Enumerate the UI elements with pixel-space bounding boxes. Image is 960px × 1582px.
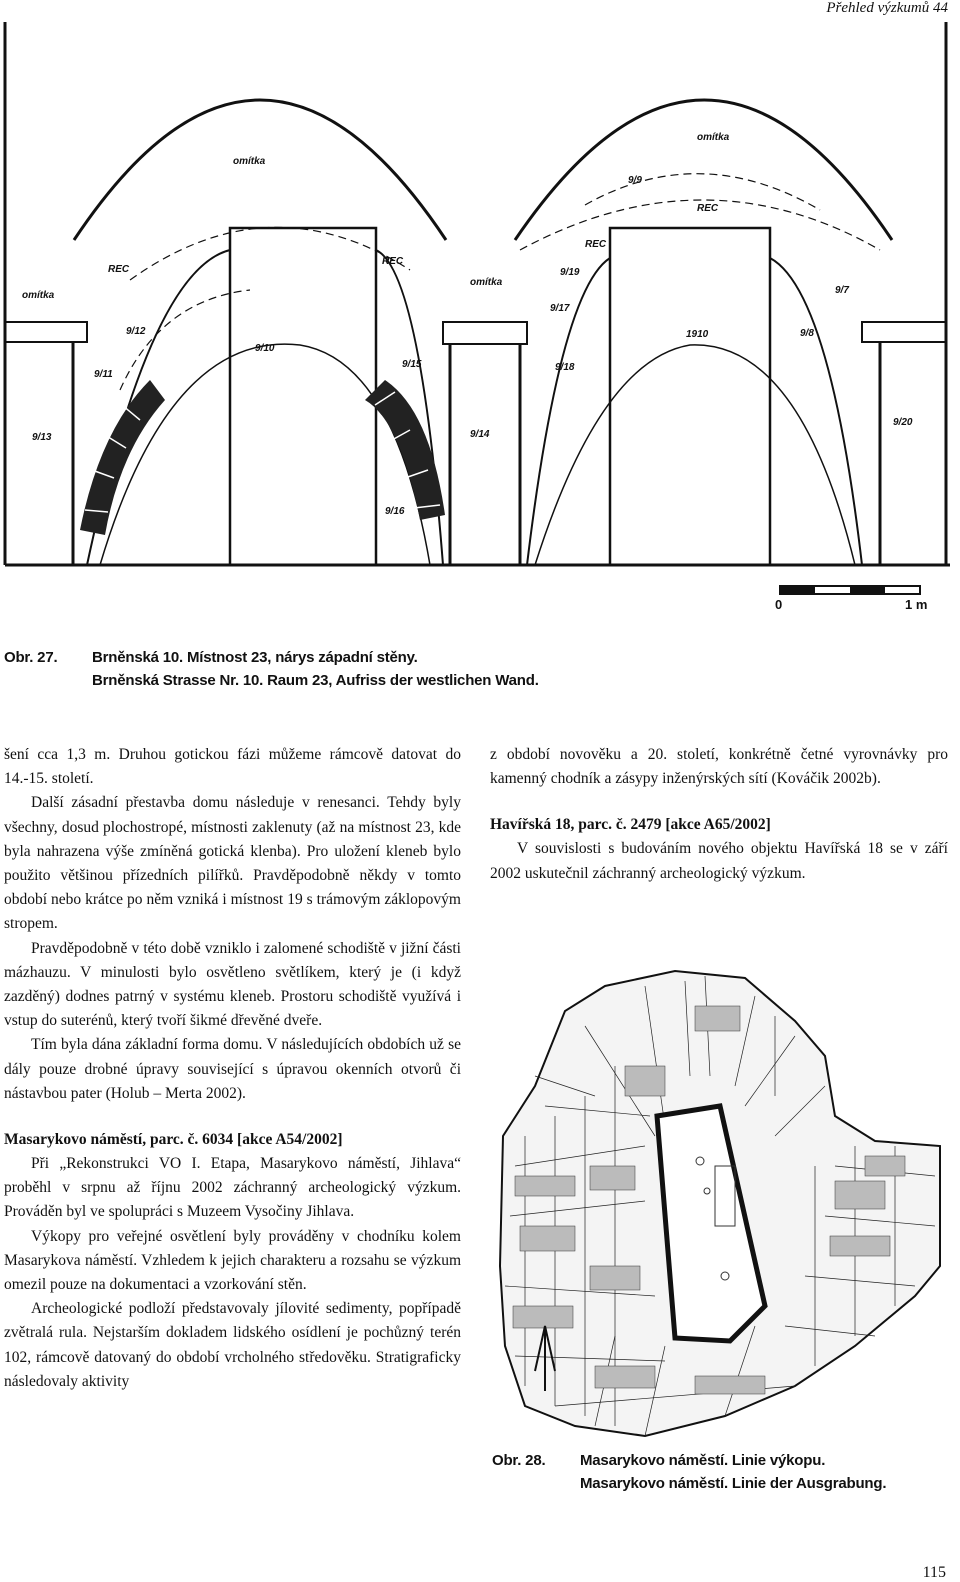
paragraph: šení cca 1,3 m. Druhou gotickou fázi můžeme rámcově datovat do 14.-15. století.	[4, 746, 461, 788]
label-97: 9/7	[835, 285, 849, 296]
paragraph: V souvislosti s budováním nového objektu Havířská 18 se v září 2002 uskutečnil záchranný archeologický výzkum.	[490, 840, 948, 882]
page-number: 115	[922, 1564, 946, 1581]
label-rec-4: REC	[585, 239, 607, 250]
label-920: 9/20	[893, 417, 913, 428]
label-1910: 1910	[686, 329, 709, 340]
figure-28-number: Obr. 28.	[492, 1452, 546, 1469]
figure-28-caption-cz: Masarykovo náměstí. Linie výkopu.	[580, 1452, 826, 1469]
label-916: 9/16	[385, 506, 405, 517]
scale-end: 1 m	[905, 597, 928, 612]
section-heading: Havířská 18, parc. č. 2479 [akce A65/2002]	[490, 816, 771, 834]
label-rec-1: REC	[108, 264, 130, 275]
label-915: 9/15	[402, 359, 422, 370]
paragraph: Další zásadní přestavba domu následuje v renesanci. Tehdy byly všechny, dosud plochostropé, místnosti zaklenuty (až na místnost 23, kde byla nahrazena výše zmíněná gotická klenba). Pro uložení kleneb bylo použito většinou přízedních pilířků. Pravděpodobně někdy v tomto období nebo krátce po něm vzniká i místnost 19 s trámovým záklopovým stropem.	[4, 794, 461, 933]
label-omitka-1: omítka	[22, 290, 55, 301]
paragraph: Výkopy pro veřejné osvětlení byly prováděny v chodníku kolem Masarykova náměstí. Vzhledem k jejich charakteru a rozsahu se výzkum omezil pouze na dokumentaci a vzorkování stěn.	[4, 1227, 461, 1294]
label-omitka-2: omítka	[233, 156, 266, 167]
paragraph: Při „Rekonstrukci VO I. Etapa, Masarykovo náměstí, Jihlava“ proběhl v srpnu až říjnu 2002 záchranný archeologický výzkum. Prováděn byl ve spolupráci s Muzeem Vysočiny Jihlava.	[4, 1155, 461, 1221]
label-917: 9/17	[550, 303, 570, 314]
figure-28-caption	[492, 1449, 947, 1499]
label-914: 9/14	[470, 429, 490, 440]
label-913: 9/13	[32, 432, 52, 443]
figure-27-caption-cz: Brněnská 10. Místnost 23, nárys západní stěny.	[92, 649, 418, 666]
figure-27-number: Obr. 27.	[4, 649, 58, 666]
running-head: Přehled výzkumů 44	[826, 0, 948, 16]
label-99: 9/9	[628, 175, 642, 186]
label-omitka-3: omítka	[470, 277, 503, 288]
elevation-drawing	[0, 0, 960, 630]
figure-28-caption-de: Masarykovo náměstí. Linie der Ausgrabung.	[580, 1475, 887, 1492]
label-911: 9/11	[94, 369, 113, 380]
label-omitka-4: omítka	[697, 132, 730, 143]
label-919: 9/19	[560, 267, 580, 278]
label-912: 9/12	[126, 326, 146, 337]
right-column	[490, 743, 948, 886]
label-918: 9/18	[555, 362, 575, 373]
label-98: 9/8	[800, 328, 814, 339]
label-rec-3: REC	[697, 203, 719, 214]
left-column	[4, 743, 461, 1394]
paragraph: Pravděpodobně v této době vzniklo i zalomené schodiště v jižní části mázhauzu. V minulosti bylo osvětleno světlíkem, který je (i když zazděný) dodnes patrný v systému kleneb. Prostoru schodiště využívá i vstup do suterénů, který tvoří šikmé dřevěné dveře.	[4, 939, 461, 1030]
town-plan-map	[495, 966, 945, 1441]
paragraph: Archeologické podloží představovaly jílovité sedimenty, popřípadě zvětralá rula. Nejstarším dokladem lidského osídlení je pochůzný terén 102, rámcově datovaný do období vrcholného středověku. Stratigraficky následovaly aktivity	[4, 1300, 461, 1390]
scale-start: 0	[775, 597, 783, 612]
label-rec-2: REC	[382, 256, 404, 267]
label-910: 9/10	[255, 343, 275, 354]
paragraph: Tím byla dána základní forma domu. V následujících obdobích už se dály pouze drobné úpravy související s úpravou okenních otvorů či nástavbou pater (Holub – Merta 2002).	[4, 1036, 461, 1102]
paragraph: z období novověku a 20. století, konkrétně četné vyrovnávky pro kamenný chodník a zásypy inženýrských sítí (Kováčik 2002b).	[490, 746, 948, 788]
figure-27-caption	[4, 646, 944, 696]
figure-27-caption-de: Brněnská Strasse Nr. 10. Raum 23, Aufriss der westlichen Wand.	[92, 672, 539, 689]
section-heading: Masarykovo náměstí, parc. č. 6034 [akce A54/2002]	[4, 1131, 343, 1149]
